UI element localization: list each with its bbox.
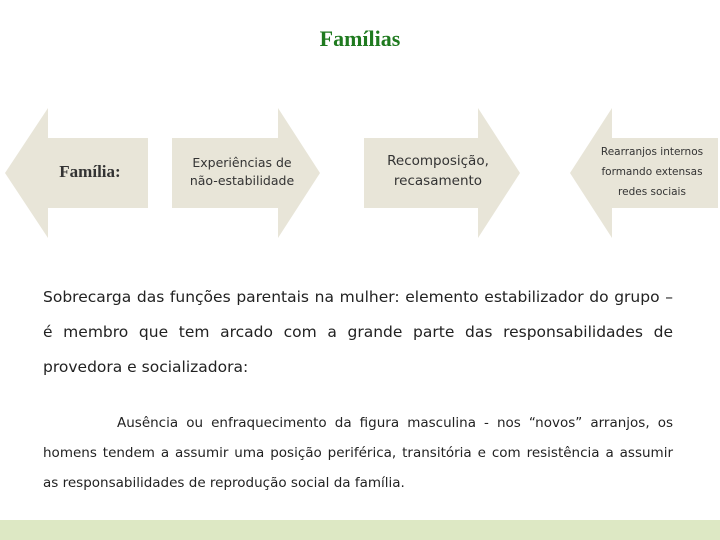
slide-title: Famílias (319, 26, 401, 51)
arrow-label-rearranjos (588, 142, 716, 204)
footer-bar (0, 520, 720, 540)
arrow-label-familia (40, 150, 140, 194)
arrow-label-line: redes sociais (618, 185, 686, 198)
arrow-label-line: Experiências de (192, 154, 292, 170)
arrow-label-line: não-estabilidade (189, 173, 295, 188)
sub-paragraph: Ausência ou enfraquecimento da figura masculina - nos “novos” arranjos, os homens tendem a assumir uma posição periférica, transitória e com resistência a assumir as responsabilidades de reprodução social da família. (43, 415, 673, 491)
arrow-label-recomposicao (368, 147, 508, 197)
arrow-label-line: recasamento (393, 173, 483, 189)
arrow-label-line: Rearranjos internos (600, 146, 704, 159)
main-paragraph: Sobrecarga das funções parentais na mulher: elemento estabilizador do grupo – é membro que tem arcado com a grande parte das responsabilidades de provedora e socializadora: (43, 288, 673, 376)
arrow-label-experiencias (178, 147, 306, 197)
arrow-label-line: Recomposição, (387, 153, 489, 170)
arrow-label-text: Família: (59, 161, 121, 181)
arrow-label-line: formando extensas (601, 166, 703, 179)
